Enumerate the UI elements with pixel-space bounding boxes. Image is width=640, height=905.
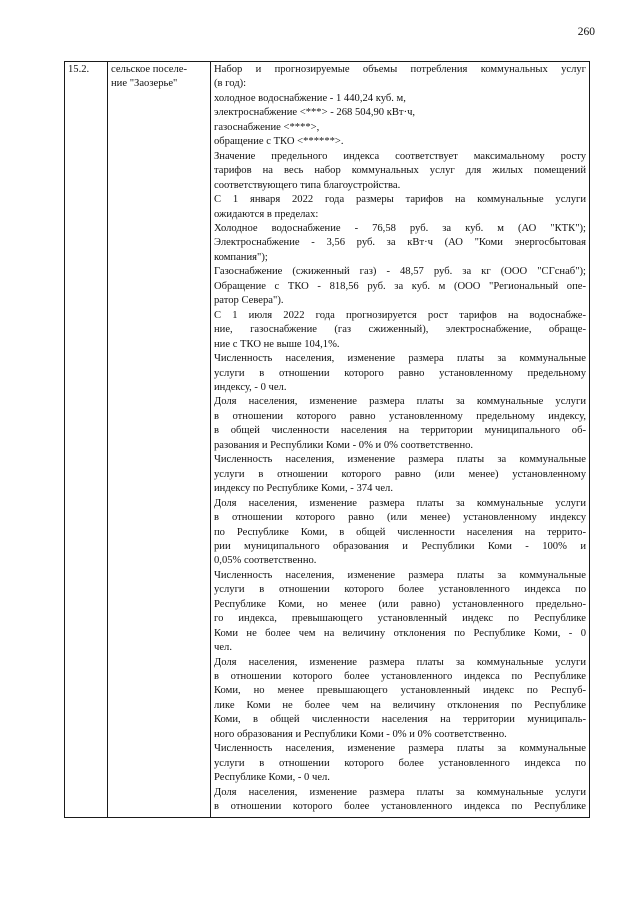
description-line: С 1 января 2022 года размеры тарифов на коммунальные услуги <box>214 194 586 206</box>
description-line: ратор Севера"). <box>214 295 284 307</box>
description-line: С 1 июля 2022 года прогнозируется рост тарифов на водоснабже- <box>214 309 586 321</box>
settlement-name-line-1: сельское поселе- <box>111 64 188 75</box>
description-line: тарифов на весь набор коммунальных услуг для жилых помещений <box>214 165 586 177</box>
description-line: Коми, но менее превышающего установленный индекс по Респуб- <box>214 685 586 697</box>
description-line: услуги в отношении которого более установленного индекса по <box>214 757 586 769</box>
tariff-table <box>64 61 590 818</box>
description-line: Коми, в общей численности населения на территории муниципаль- <box>214 714 586 726</box>
description-line: газоснабжение <****>, <box>214 121 320 133</box>
description-line: услуги в отношении которого более установленного индекса по <box>214 584 586 596</box>
description-line: лике Коми не более чем на величину отклонения по Республике <box>214 699 586 711</box>
description-cell <box>211 62 590 818</box>
description-line: Республике Коми, - 0 чел. <box>214 772 330 784</box>
description-line: обращение с ТКО <******>. <box>214 136 344 148</box>
description-line: Доля населения, изменение размера платы за коммунальные услуги <box>214 786 586 798</box>
description-line: Набор и прогнозируемые объемы потребления коммунальных услуг <box>214 64 586 75</box>
description-line: ние с ТКО не выше 104,1%. <box>214 338 340 350</box>
description-line: 0,05% соответственно. <box>214 555 317 567</box>
description-line: соответствующего типа благоустройства. <box>214 179 401 191</box>
settlement-name-line-2: ние "Заозерье" <box>111 78 178 90</box>
description-line: индексу по Республике Коми, - 374 чел. <box>214 483 393 495</box>
description-line: Значение предельного индекса соответствует максимальному росту <box>214 150 586 162</box>
description-line: индексу, - 0 чел. <box>214 381 287 393</box>
description-line: Доля населения, изменение размера платы за коммунальные услуги <box>214 396 586 408</box>
table-row <box>65 62 590 818</box>
description-line: ние, газоснабжение (газ сжиженный), электроснабжение, обраще- <box>214 324 586 336</box>
description-line: компания"); <box>214 251 268 263</box>
description-line: го индекса, превышающего установленный индекс по Республике <box>214 613 586 625</box>
description-line: в общей численности населения на территории муниципального об- <box>214 425 586 437</box>
description-line: услуги в отношении которого равно (или менее) установленному <box>214 468 586 480</box>
description-line: (в год): <box>214 78 247 90</box>
row-number-cell <box>65 62 108 818</box>
description-line: Численность населения, изменение размера платы за коммунальные <box>214 353 586 365</box>
description-line: Газоснабжение (сжиженный газ) - 48,57 руб. за кг (ООО "СГснаб"); <box>214 266 586 278</box>
description-line: Электроснабжение - 3,56 руб. за кВт·ч (АО "Коми энергосбытовая <box>214 237 586 249</box>
description-line: услуги в отношении которого равно установленному предельному <box>214 367 586 379</box>
description-line: ного образования и Республики Коми - 0% и 0% соответственно. <box>214 728 507 740</box>
description-line: Численность населения, изменение размера платы за коммунальные <box>214 454 586 466</box>
description-line: Холодное водоснабжение - 76,58 руб. за куб. м (АО "КТК"); <box>214 222 586 234</box>
page-number: 260 <box>577 26 595 38</box>
description-line: электроснабжение <***> - 268 504,90 кВт·ч, <box>214 107 416 119</box>
description-line: в отношении которого более установленного индекса по Республике <box>214 801 586 813</box>
description-line: Доля населения, изменение размера платы за коммунальные услуги <box>214 656 586 668</box>
description-line: Численность населения, изменение размера платы за коммунальные <box>214 569 586 581</box>
description-line: разования и Республики Коми - 0% и 0% соответственно. <box>214 439 474 451</box>
description-line: Коми не более чем на величину отклонения по Республике Коми, - 0 <box>214 627 586 639</box>
description-line: холодное водоснабжение - 1 440,24 куб. м, <box>214 92 406 104</box>
description-line: по Республике Коми, в общей численности населения на террито- <box>214 526 586 538</box>
description-line: Республике Коми, но менее (или равно) установленного предельно- <box>214 598 586 610</box>
settlement-cell <box>108 62 211 818</box>
description-line: в отношении которого равно (или менее) установленному индексу <box>214 512 586 524</box>
description-line: ожидаются в пределах: <box>214 208 319 220</box>
description-line: рии муниципального образования и Республики Коми - 100% и <box>214 540 586 552</box>
description-line: в отношении которого равно установленному предельному индексу, <box>214 410 586 422</box>
description-line: в отношении которого более установленного индекса по Республике <box>214 671 586 683</box>
description-line: Численность населения, изменение размера платы за коммунальные <box>214 743 586 755</box>
description-line: чел. <box>214 642 232 654</box>
description-line: Доля населения, изменение размера платы за коммунальные услуги <box>214 497 586 509</box>
description-line: Обращение с ТКО - 818,56 руб. за куб. м (ООО "Региональный опе- <box>214 280 586 292</box>
row-number: 15.2. <box>68 64 90 75</box>
